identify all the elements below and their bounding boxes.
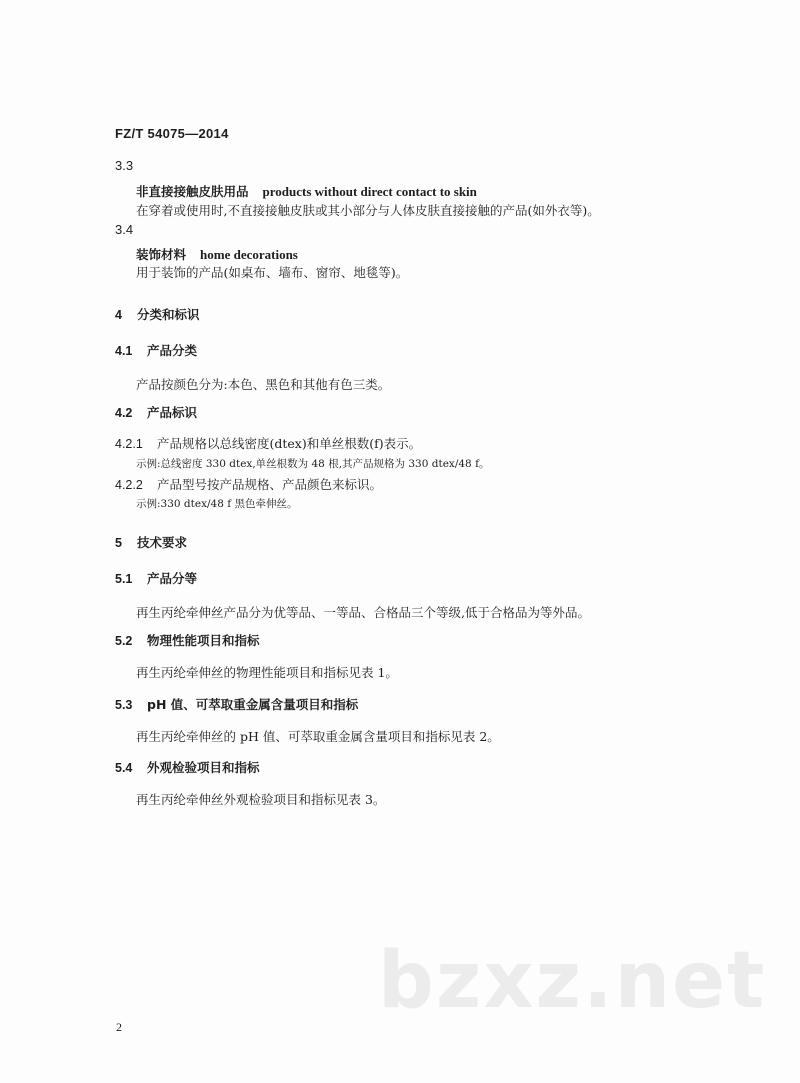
clause-3-3-number: 3.3 <box>115 158 134 173</box>
section-4-1-heading: 4.1 产品分类 <box>115 343 198 358</box>
section-4-2-heading: 4.2 产品标识 <box>115 405 198 420</box>
term-zh: 非直接接触皮肤用品 <box>136 184 249 199</box>
term-zh: 装饰材料 <box>136 247 187 262</box>
watermark: bzxz.net <box>378 936 767 1026</box>
section-5-2-heading: 5.2 物理性能项目和指标 <box>115 633 260 648</box>
section-5-3-text: 再生丙纶牵伸丝的 pH 值、可萃取重金属含量项目和指标见表 2。 <box>136 729 500 744</box>
section-5-4-heading: 5.4 外观检验项目和指标 <box>115 760 260 775</box>
section-5-4-text: 再生丙纶牵伸丝外观检验项目和指标见表 3。 <box>136 792 386 807</box>
clause-3-4-definition: 用于装饰的产品(如桌布、墙布、窗帘、地毯等)。 <box>136 265 409 280</box>
section-4-1-text: 产品按颜色分为:本色、黑色和其他有色三类。 <box>136 377 391 392</box>
clause-4-2-2-example: 示例:330 dtex/48 f 黑色牵伸丝。 <box>136 498 298 510</box>
section-5-1-heading: 5.1 产品分等 <box>115 571 198 586</box>
page-number: 2 <box>116 1020 122 1034</box>
term-en: products without direct contact to skin <box>262 184 477 199</box>
term-en: home decorations <box>200 247 298 262</box>
clause-3-3-definition: 在穿着或使用时,不直接接触皮肤或其小部分与人体皮肤直接接触的产品(如外衣等)。 <box>136 203 600 218</box>
clause-4-2-1: 4.2.1 产品规格以总线密度(dtex)和单丝根数(f)表示。 <box>115 436 422 451</box>
standard-number: FZ/T 54075—2014 <box>115 126 229 141</box>
clause-4-2-2: 4.2.2 产品型号按产品规格、产品颜色来标识。 <box>115 477 383 492</box>
clause-3-4-term <box>136 244 298 263</box>
section-5-2-text: 再生丙纶牵伸丝的物理性能项目和指标见表 1。 <box>136 665 398 680</box>
section-5-1-text: 再生丙纶牵伸丝产品分为优等品、一等品、合格品三个等级,低于合格品为等外品。 <box>136 605 590 620</box>
clause-4-2-1-example: 示例:总线密度 330 dtex,单丝根数为 48 根,其产品规格为 330 dtex/48 f。 <box>136 458 490 470</box>
section-5-3-heading: 5.3 pH 值、可萃取重金属含量项目和指标 <box>115 697 359 712</box>
clause-3-3-term <box>136 181 477 200</box>
section-4-heading: 4 分类和标识 <box>115 307 200 322</box>
section-5-heading: 5 技术要求 <box>115 535 188 550</box>
clause-3-4-number: 3.4 <box>115 222 134 237</box>
